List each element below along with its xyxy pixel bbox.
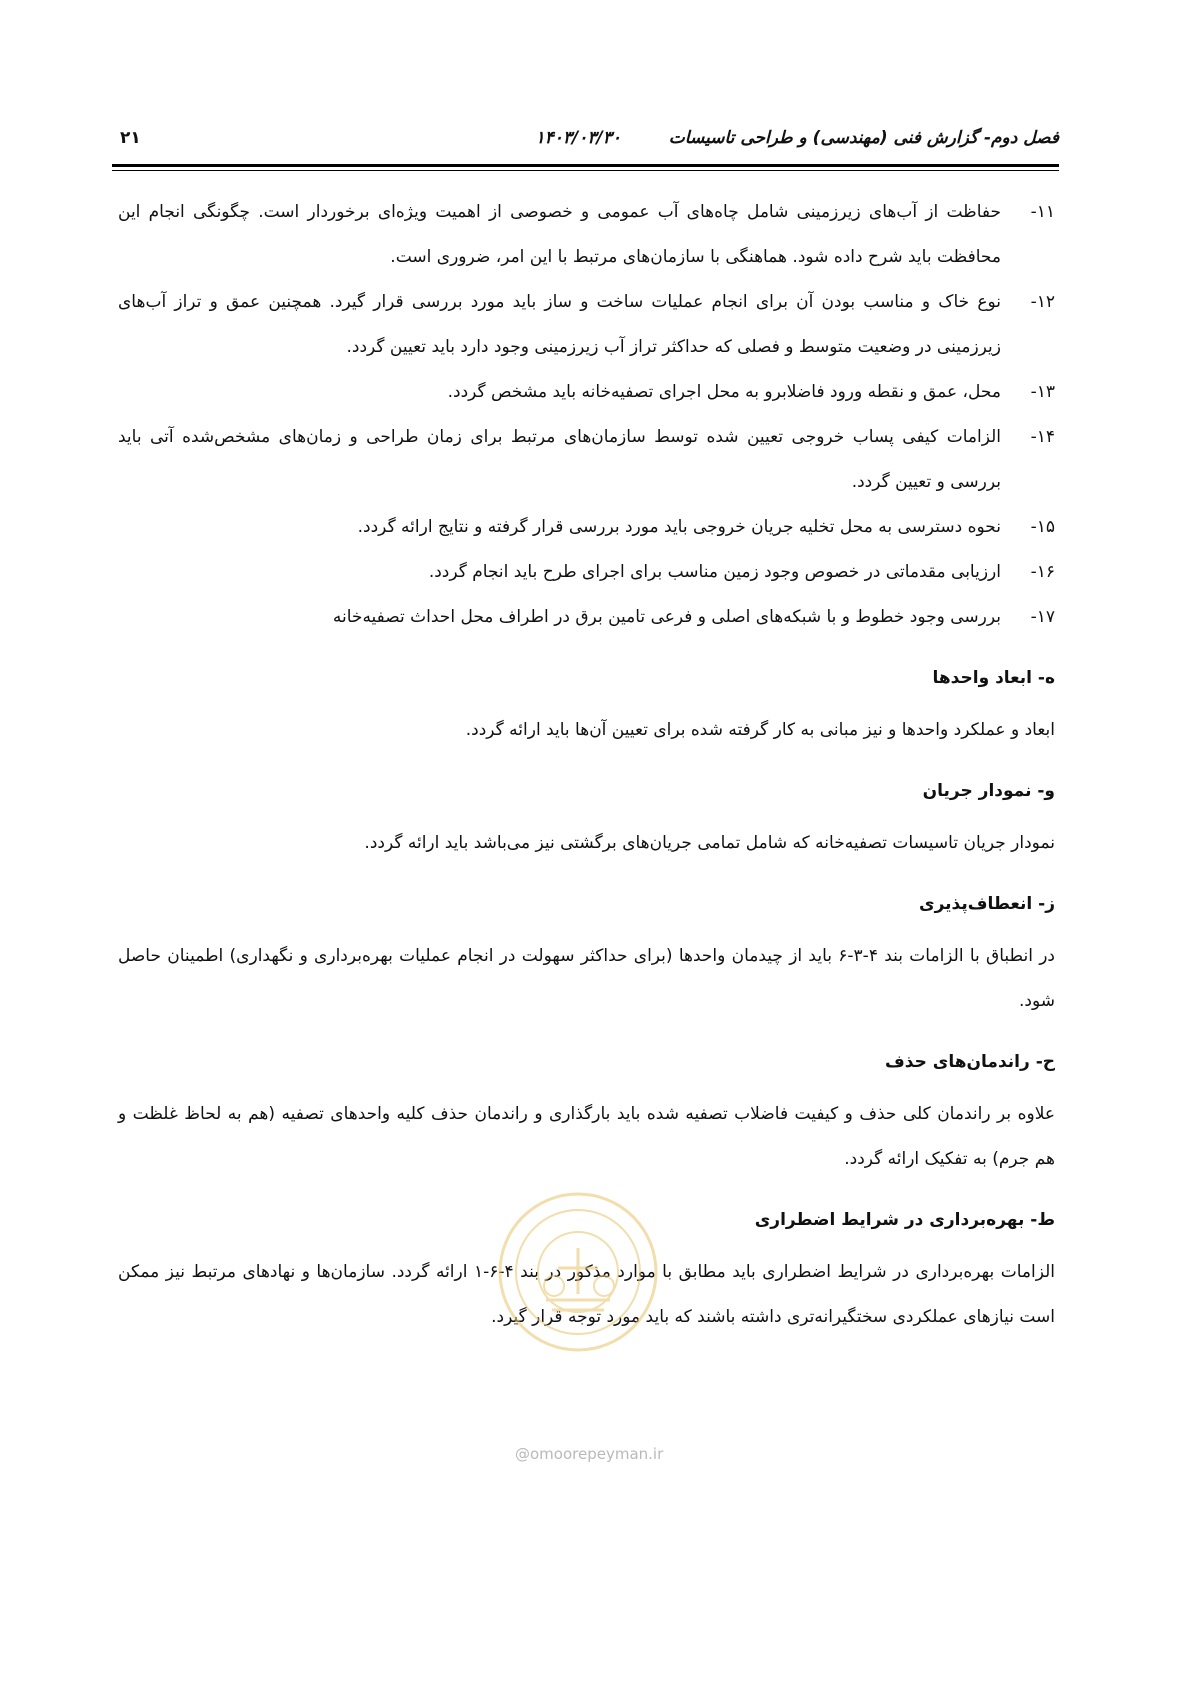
list-item [118,550,1055,595]
list-item [118,505,1055,550]
header-date: ۱۴۰۳/۰۳/۳۰ [535,128,621,148]
page-body [118,190,1055,1340]
watermark-text: @omoorepeyman.ir [515,1445,664,1463]
section-paragraph: علاوه بر راندمان کلی حذف و کیفیت فاضلاب تصفیه شده باید بارگذاری و راندمان حذف کلیه واحدهای تصفیه (هم به لحاظ غلظت و هم جرم) به تفکیک ارائه گردد. [118,1104,1055,1169]
section-paragraph: در انطباق با الزامات بند ۴-۳-۶ باید از چیدمان واحدها (برای حداکثر سهولت در انجام عملیات بهره‌برداری و نگهداری) اطمینان حاصل شود. [118,946,1055,1011]
header-rule-thick [112,164,1059,167]
list-item-number: ۱۴- [1030,427,1055,447]
section-paragraph: نمودار جریان تاسیسات تصفیه‌خانه که شامل تمامی جریان‌های برگشتی نیز می‌باشد باید ارائه گردد. [364,833,1055,853]
list-item-number: ۱۷- [1030,607,1055,627]
section-heading: ط- بهره‌برداری در شرایط اضطراری [754,1210,1055,1230]
seal-stamp-icon [496,1190,660,1354]
list-item-text: الزامات کیفی پساب خروجی تعیین شده توسط سازمان‌های مرتبط برای زمان طراحی و زمان‌های مشخص‌شده آتی باید بررسی و تعیین گردد. [118,427,1001,492]
list-item [118,190,1055,280]
section-heading: ح- راندمان‌های حذف [885,1052,1055,1072]
list-item-text: حفاظت از آب‌های زیرزمینی شامل چاه‌های آب عمومی و خصوصی از اهمیت ویژه‌ای برخوردار است. چگونگی انجام این محافظت باید شرح داده شود. هماهنگی با سازمان‌های مرتبط با این امر، ضروری است. [118,202,1001,267]
header-rule-thin [112,170,1059,171]
list-item-text: نوع خاک و مناسب بودن آن برای انجام عملیات ساخت و ساز باید مورد بررسی قرار گیرد. همچنین عمق و تراز آب‌های زیرزمینی در وضعیت متوسط و فصلی که حداکثر تراز آب زیرزمینی وجود دارد باید تعیین گردد. [118,292,1001,357]
list-item-text: محل، عمق و نقطه ورود فاضلابرو به محل اجرای تصفیه‌خانه باید مشخص گردد. [447,382,1001,402]
header-title: فصل دوم- گزارش فنی (مهندسی) و طراحی تاسیسات [668,128,1059,148]
section-heading: ه- ابعاد واحدها [932,668,1055,688]
list-item-text: بررسی وجود خطوط و با شبکه‌های اصلی و فرعی تامین برق در اطراف محل احداث تصفیه‌خانه [332,607,1001,627]
list-item-text: نحوه دسترسی به محل تخلیه جریان خروجی باید مورد بررسی قرار گرفته و نتایج ارائه گردد. [357,517,1001,537]
page-header [112,128,1059,156]
section-paragraph: ابعاد و عملکرد واحدها و نیز مبانی به کار گرفته شده برای تعیین آن‌ها باید ارائه گردد. [465,720,1055,740]
section-paragraph: الزامات بهره‌برداری در شرایط اضطراری باید مطابق با موارد مذکور در بند ۴-۶-۱ ارائه گردد. سازمان‌ها و نهادهای مرتبط نیز ممکن است نیازهای عملکردی سختگیرانه‌تری داشته باشند که باید مورد توجه قرار گیرد. [118,1262,1055,1327]
list-item-number: ۱۶- [1030,562,1055,582]
list-item-number: ۱۲- [1030,292,1055,312]
list-item [118,280,1055,370]
page-number: ۲۱ [120,128,141,148]
section-heading: و- نمودار جریان [922,781,1055,801]
list-item-number: ۱۱- [1030,202,1055,222]
list-item [118,595,1055,640]
list-item-number: ۱۵- [1030,517,1055,537]
list-item [118,415,1055,505]
list-item-number: ۱۳- [1030,382,1055,402]
list-item [118,370,1055,415]
list-item-text: ارزیابی مقدماتی در خصوص وجود زمین مناسب برای اجرای طرح باید انجام گردد. [428,562,1001,582]
section-heading: ز- انعطاف‌پذیری [919,894,1055,914]
